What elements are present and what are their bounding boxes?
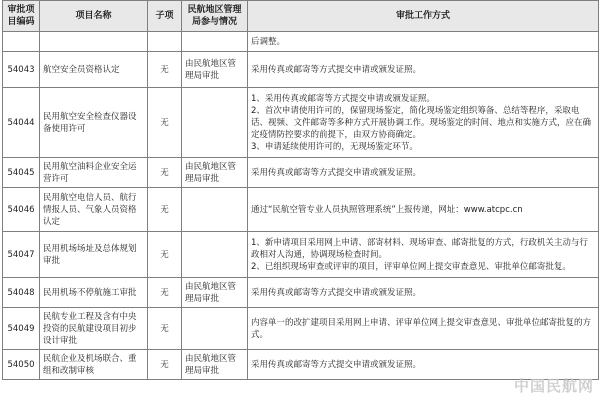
method-line: 采用传真或邮寄等方式提交申请或颁发证照。 [251,64,422,75]
cell-bureau: 由民航地区管理局审批 [182,350,248,380]
header-name: 项目名称 [40,1,148,32]
method-line: 通过“民航空管专业人员执照管理系统”上报传递，网址：www.atcpc.cn [251,204,523,215]
cell-sub: 无 [148,88,182,158]
cell-code: 54046 [3,188,40,232]
cell-code: 54050 [3,350,40,380]
method-line: 3、申请延续使用许可的，无现场鉴定环节。 [251,141,418,152]
cell-sub: 无 [148,308,182,350]
method-line: 2、已组织现场审查或评审的项目，评审单位网上提交审查意见、审批单位邮寄批复。 [251,261,571,272]
cell-bureau: 由民航地区管理局审批 [182,158,248,188]
header-bureau: 民航地区管理局参与情况 [182,1,248,32]
cell-name: 民用机场不停航施工审批 [40,278,148,308]
cell-bureau [182,32,248,52]
table-row [3,278,599,308]
cell-sub: 无 [148,188,182,232]
method-line: 内容单一的改扩建项目采用网上申请、评审单位网上提交审查意见、审批单位邮寄批复的方式。 [251,317,592,340]
cell-code: 54047 [3,232,40,278]
cell-method [248,188,599,232]
method-line: 采用传真或邮寄等方式提交申请或颁发证照。 [251,287,422,298]
cell-name: 民航企业及机场联合、重组和改制审核 [40,350,148,380]
cell-method [248,232,599,278]
table-row [3,158,599,188]
cell-name: 民用航空电信人员、航行情报人员、气象人员资格认定 [40,188,148,232]
table-row [3,350,599,380]
cell-code: 54048 [3,278,40,308]
cell-sub: 无 [148,278,182,308]
method-line: 采用传真或邮寄等方式提交申请或颁发证照。 [251,359,422,370]
cell-sub: 无 [148,232,182,278]
cell-name: 民航专业工程及含有中央投资的民航建设项目初步设计审批 [40,308,148,350]
table-row [3,52,599,88]
cell-code: 54045 [3,158,40,188]
cell-sub: 无 [148,350,182,380]
method-line: 采用传真或邮寄等方式提交申请或颁发证照。 [251,167,422,178]
cell-method [248,278,599,308]
cell-name: 民用机场场址及总体规划审批 [40,232,148,278]
cell-method [248,52,599,88]
cell-method [248,158,599,188]
cell-bureau: 由民航地区管理局审批 [182,52,248,88]
cell-method [248,308,599,350]
cell-name: 航空安全员资格认定 [40,52,148,88]
cell-method [248,88,599,158]
cell-code: 54043 [3,52,40,88]
cell-sub: 无 [148,52,182,88]
header-code: 审批项目编码 [3,1,40,32]
table-header-row [3,1,599,32]
table-row [3,308,599,350]
cell-bureau [182,188,248,232]
continuation-row [3,32,599,52]
cell-name [40,32,148,52]
cell-bureau: 由民航地区管理局审批 [182,278,248,308]
watermark-logo: 中国民航网 [513,377,594,395]
cell-sub: 无 [148,158,182,188]
cell-bureau [182,308,248,350]
continuation-text: 后调整。 [248,32,599,52]
cell-bureau [182,88,248,158]
header-method: 审批工作方式 [248,1,599,32]
table-row [3,188,599,232]
cell-name: 民用航空油料企业安全运营许可 [40,158,148,188]
table-row [3,88,599,158]
cell-code: 54044 [3,88,40,158]
cell-name: 民用航空安全检查仪器设备使用许可 [40,88,148,158]
method-line: 1、采用传真或邮寄等方式提交申请或颁发证照。 [251,93,435,104]
table-row [3,232,599,278]
cell-bureau [182,232,248,278]
cell-sub [148,32,182,52]
cell-code: 54049 [3,308,40,350]
header-sub: 子项 [148,1,182,32]
cell-code [3,32,40,52]
method-line: 2、首次申请使用许可的，保留现场鉴定，简化现场鉴定组织筹备、总结等程序，采取电话、视频、文件邮寄等多种方式开展协调工作。现场鉴定的时间、地点和实施方式，应在确定疫情防控要求的前提下，由双方协商确定。 [251,105,592,140]
approval-table [2,0,599,380]
method-line: 1、新申请项目采用网上申请、部寄材料、现场审查、邮寄批复的方式，行政机关主动与行政相对人沟通，协调现场检查时间。 [251,237,588,260]
